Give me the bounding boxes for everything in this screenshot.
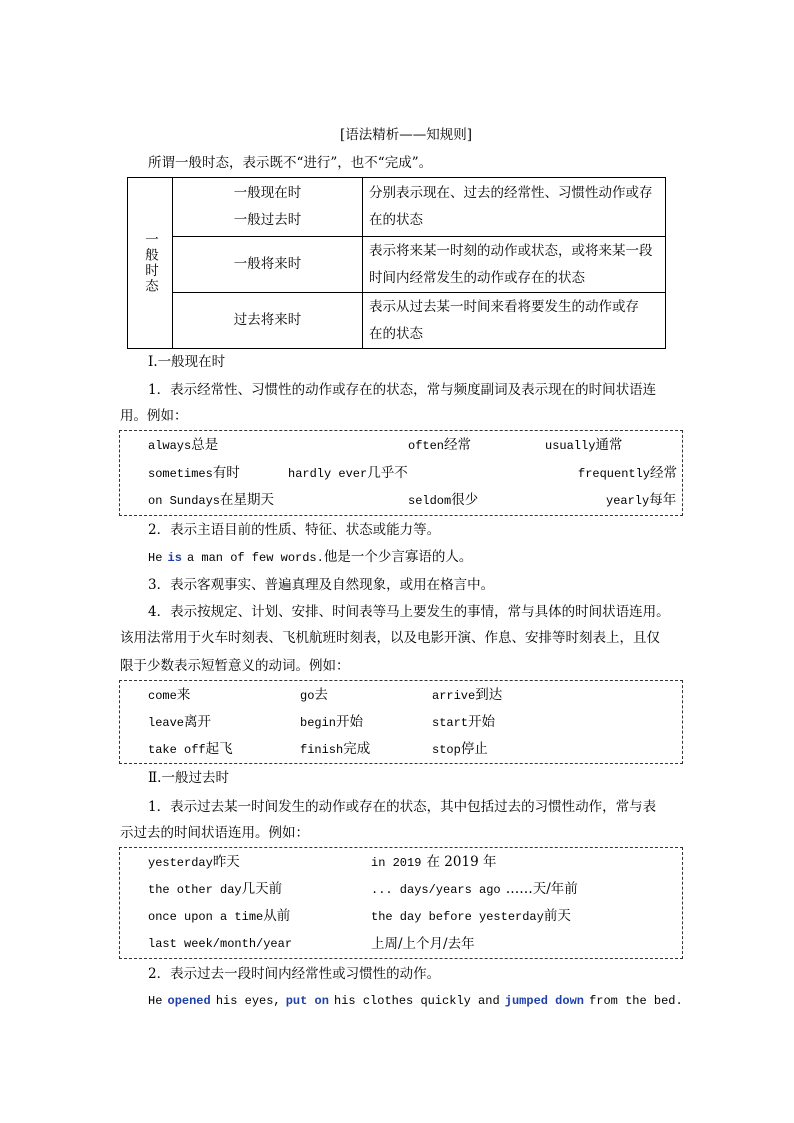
list-item: leave离开 begin开始 start开始: [148, 714, 496, 730]
paragraph-line: 限于少数表示短暂意义的动词。例如：: [120, 658, 350, 674]
table-desc-cell: 表示将来某一时刻的动作或状态，或将来某一段 时间内经常发生的动作或存在的状态: [363, 237, 666, 293]
table-tense-cell: 一般现在时 一般过去时: [173, 178, 363, 237]
paragraph-line: 3．表示客观事实、普遍真理及自然现象，或用在格言中。: [148, 577, 495, 593]
list-item: the other day几天前 ... days/years ago ……天/年前: [148, 881, 578, 897]
intro-text: 所谓一般时态，表示既不“进行”，也不“完成”。: [148, 155, 433, 171]
section-heading: [语法精析——知规则]: [340, 127, 473, 143]
table-desc-cell: 分别表示现在、过去的经常性、习惯性动作或存 在的状态: [363, 178, 666, 237]
paragraph-line: 用。例如：: [120, 408, 188, 424]
table-tense-cell: 一般将来时: [173, 237, 363, 293]
paragraph-line: 1．表示经常性、习惯性的动作或存在的状态，常与频度副词及表示现在的时间状语连: [148, 382, 657, 398]
list-item: once upon a time从前 the day before yesterday前天: [148, 908, 571, 924]
section-title: Ⅰ.一般现在时: [148, 354, 226, 370]
table-desc-cell: 表示从过去某一时间来看将要发生的动作或存 在的状态: [363, 293, 666, 349]
paragraph-line: 2．表示主语目前的性质、特征、状态或能力等。: [148, 522, 441, 538]
example-sentence: He opened his eyes, put on his clothes quickly and jumped down from the bed.: [148, 994, 683, 1008]
example-sentence: He is a man of few words.他是一个少言寡语的人。: [148, 549, 473, 565]
paragraph-line: 4．表示按规定、计划、安排、时间表等马上要发生的事情，常与具体的时间状语连用。: [148, 604, 670, 620]
paragraph-line: 示过去的时间状语连用。例如：: [120, 825, 309, 841]
table-group-label: 一般时态: [128, 178, 173, 349]
list-item: take off起飞 finish完成 stop停止: [148, 741, 488, 757]
paragraph-line: 该用法常用于火车时刻表、飞机航班时刻表，以及电影开演、作息、安排等时刻表上，且仅: [120, 630, 660, 646]
section-title: Ⅱ.一般过去时: [148, 770, 229, 786]
list-item: last week/month/year 上周/上个月/去年: [148, 936, 475, 952]
table-tense-cell: 过去将来时: [173, 293, 363, 349]
list-item: on Sundays在星期天 seldom很少 yearly每年: [148, 492, 677, 508]
tense-table: [127, 177, 666, 349]
list-item: come来 go去 arrive到达: [148, 687, 503, 703]
paragraph-line: 1．表示过去某一时间发生的动作或存在的状态，其中包括过去的习惯性动作，常与表: [148, 799, 657, 815]
list-item: sometimes有时 hardly ever几乎不 frequently经常: [148, 465, 678, 481]
list-item: yesterday昨天 in 2019 在 2019 年: [148, 854, 497, 870]
paragraph-line: 2．表示过去一段时间内经常性或习惯性的动作。: [148, 966, 441, 982]
list-item: always总是 often经常 usually通常: [148, 437, 623, 453]
